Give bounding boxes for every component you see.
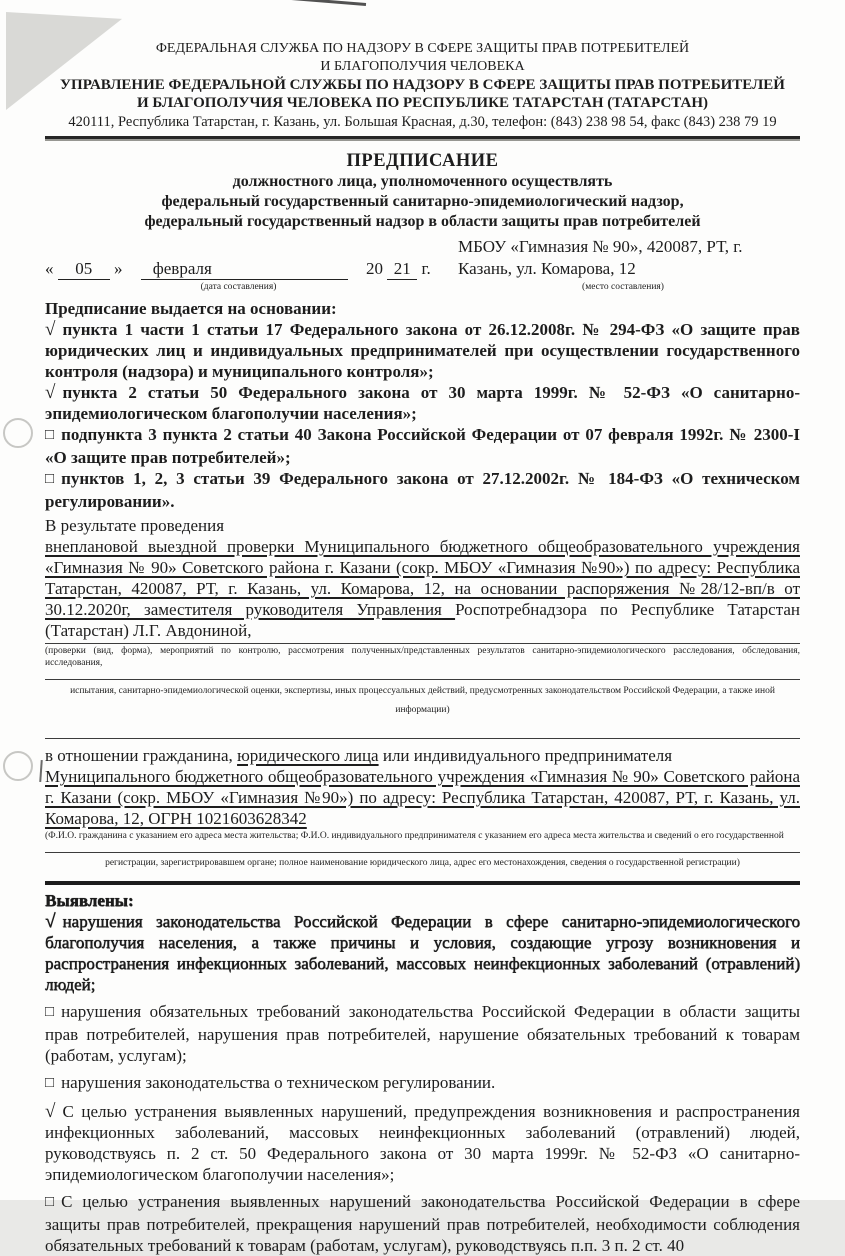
subject-intro-post: или индивидуального предпринимателя [378, 746, 673, 765]
composition-date-field [45, 259, 431, 293]
check-mark: √ [45, 1100, 56, 1122]
checkbox-mark: □ [45, 1193, 55, 1210]
subject-intro [45, 745, 800, 766]
inspection-rest-text: Роспотребнадзора по Республике Татарстан (Татарстан) Л.Г. Авдониной, [45, 600, 800, 640]
finding-item-text: С целью устранения выявленных нарушений, предупреждения возникновения и распространения инфекционных заболеваний, массовых неинфекционных заболеваний (отравлений) людей, руководствуясь п. 2 ст. 50 Федерального закона от 30 марта 1999г. № 52-ФЗ «О санитарно-эпидемиологическом благополучии населения»; [45, 1101, 800, 1184]
inspection-footnote-line2: испытания, санитарно-эпидемиологической оценки, экспертизы, иных процессуальных действий, предусмотренных законодательством Российской Федерации, а также иной [70, 686, 775, 696]
form-line [45, 852, 800, 853]
basis-item [45, 319, 800, 382]
finding-item-text: нарушения законодательства Российской Федерации в сфере санитарно-эпидемиологического благополучия населения, а также причины и условия, создающие угрозу возникновения и распространения инфекционных заболеваний, массовых неинфекционных заболеваний (отравлений) людей; [45, 911, 800, 994]
inspection-lead: В результате проведения [45, 516, 225, 535]
inspection-footnote-line1: (проверки (вид, форма), мероприятий по контролю, рассмотрения полученных/представленных результатов санитарно-эпидемиологического расследования, обследования, исследования, [45, 646, 800, 668]
ink-stray-mark [39, 760, 43, 782]
checkbox-mark: □ [45, 1074, 55, 1091]
finding-item-text: нарушения законодательства о техническом регулировании. [61, 1072, 496, 1092]
basis-item [45, 424, 800, 468]
basis-item-text: пунктов 1, 2, 3 статьи 39 Федерального закона от 27.12.2002г. № 184-ФЗ «О техническом регулировании». [45, 469, 800, 511]
section-divider [45, 881, 800, 885]
finding-item [45, 1101, 800, 1185]
findings-heading: Выявлены: [45, 890, 134, 910]
date-caption: (дата составления) [200, 282, 277, 292]
punch-hole-artifact [3, 418, 33, 448]
inspection-underlined-text: внеплановой выездной проверки Муниципального бюджетного общеобразовательного учреждения «Гимназия № 90» Советского района г. Казани (сокр. МБОУ «Гимназия №90») по адресу: Республика Татарстан, 420087, РТ, г. Казань, ул. Комарова, 12, на основании распоряжения №28/12-вп/в от 30.12.2020г, заместителя руководителя Управления [45, 537, 800, 619]
check-mark: √ [45, 319, 56, 340]
date-year-suffix: г. [421, 259, 431, 278]
check-mark: √ [45, 910, 56, 932]
checkbox-mark: □ [45, 427, 55, 443]
agency-name-line2: И БЛАГОПОЛУЧИЯ ЧЕЛОВЕКА [320, 59, 525, 74]
document-subtitle-line1: должностного лица, уполномоченного осуществлять [232, 173, 613, 190]
finding-item [45, 1001, 800, 1066]
finding-item-text: нарушения обязательных требований законодательства Российской Федерации в области защиты прав потребителей, нарушения прав потребителей, нарушение обязательных требований к товарам (работам, услугам); [45, 1001, 800, 1065]
basis-item-text: подпункта 3 пункта 2 статьи 40 Закона Российской Федерации от 07 февраля 1992г. № 2300-I «О защите прав потребителей»; [45, 425, 800, 467]
form-line [45, 643, 800, 644]
date-month-value: февраля [141, 259, 348, 280]
checkbox-mark: □ [45, 471, 55, 487]
agency-name-line1: ФЕДЕРАЛЬНАЯ СЛУЖБА ПО НАДЗОРУ В СФЕРЕ ЗАЩИТЫ ПРАВ ПОТРЕБИТЕЛЕЙ [155, 41, 690, 56]
document-subtitle-line2: федеральный государственный санитарно-эпидемиологический надзор, [161, 193, 684, 210]
date-year-value: 21 [387, 259, 417, 280]
department-name-line2: И БЛАГОПОЛУЧИЯ ЧЕЛОВЕКА ПО РЕСПУБЛИКЕ ТАТАРСТАН (ТАТАРСТАН) [136, 95, 709, 111]
date-day-value: 05 [58, 259, 110, 280]
subject-footnote-line2: регистрации, зарегистрировавшем органе; полное наименование юридического лица, адрес его местонахождения, сведения о государственной регистрации) [105, 857, 740, 868]
basis-item [45, 382, 800, 424]
document-body [45, 298, 800, 1256]
document-title-block [45, 150, 800, 232]
place-line2: Казань, ул. Комарова, 12 [458, 259, 636, 278]
subject-intro-pre: в отношении гражданина, [45, 746, 238, 765]
check-mark: √ [45, 382, 56, 403]
place-caption: (место составления) [582, 282, 664, 292]
inspection-description [45, 536, 800, 641]
letterhead-address: 420111, Республика Татарстан, г. Казань, ул. Большая Красная, д.30, телефон: (843) 238 98 54, факс (843) 238 79 19 [68, 114, 777, 130]
close-quote: » [114, 259, 123, 278]
basis-item-text: пункта 1 части 1 статьи 17 Федерального закона от 26.12.2008г. № 294-ФЗ «О защите прав юридических лиц и индивидуальных предпринимателей при осуществлении государственного контроля (надзора) и муниципального контроля»; [45, 320, 800, 381]
composition-place-field [458, 236, 800, 293]
punch-hole-artifact [3, 751, 33, 781]
form-line [45, 738, 800, 739]
header-divider [45, 136, 800, 141]
document-subtitle-line3: федеральный государственный надзор в области защиты прав потребителей [144, 213, 701, 230]
letterhead [45, 0, 800, 131]
checkbox-mark: □ [45, 1003, 55, 1020]
finding-item-text: С целью устранения выявленных нарушений законодательства Российской Федерации в сфере защиты прав потребителей, прекращения нарушений прав потребителей, необходимости соблюдения обязательных требований к товарам (работам, услугам), руководствуясь п.п. 3 п. 2 ст. 40 [45, 1191, 800, 1255]
basis-item [45, 468, 800, 512]
form-line [45, 679, 800, 680]
place-line1: МБОУ «Гимназия № 90», 420087, РТ, г. [458, 237, 743, 256]
subject-footnote-line1: (Ф.И.О. гражданина с указанием его адреса места жительства; Ф.И.О. индивидуального предпринимателя с указанием его адреса места жительства и сведений о его государственной [45, 831, 784, 841]
department-name-line1: УПРАВЛЕНИЕ ФЕДЕРАЛЬНОЙ СЛУЖБЫ ПО НАДЗОРУ В СФЕРЕ ЗАЩИТЫ ПРАВ ПОТРЕБИТЕЛЕЙ [60, 77, 785, 93]
subject-organization: Муниципального бюджетного общеобразовательного учреждения «Гимназия № 90» Советского района г. Казани (сокр. МБОУ «Гимназия №90») по адресу: Республика Татарстан, 420087, РТ, г. Казань, ул. Комарова, 12, ОГРН 1021603628342 [45, 767, 800, 828]
finding-item [45, 911, 800, 995]
inspection-footnote-line3: информации) [395, 704, 450, 715]
finding-item [45, 1191, 800, 1256]
basis-item-text: пункта 2 статьи 50 Федерального закона от 30 марта 1999г. № 52-ФЗ «О санитарно-эпидемиологическом благополучии населения»; [45, 383, 800, 423]
subject-intro-underlined: юридического лица [237, 746, 379, 765]
document-title: ПРЕДПИСАНИЕ [346, 151, 499, 171]
finding-item [45, 1072, 800, 1095]
open-quote: « [45, 259, 54, 278]
date-year-prefix: 20 [366, 259, 383, 278]
date-and-place-row [45, 236, 800, 293]
basis-intro: Предписание выдается на основании: [45, 299, 337, 318]
